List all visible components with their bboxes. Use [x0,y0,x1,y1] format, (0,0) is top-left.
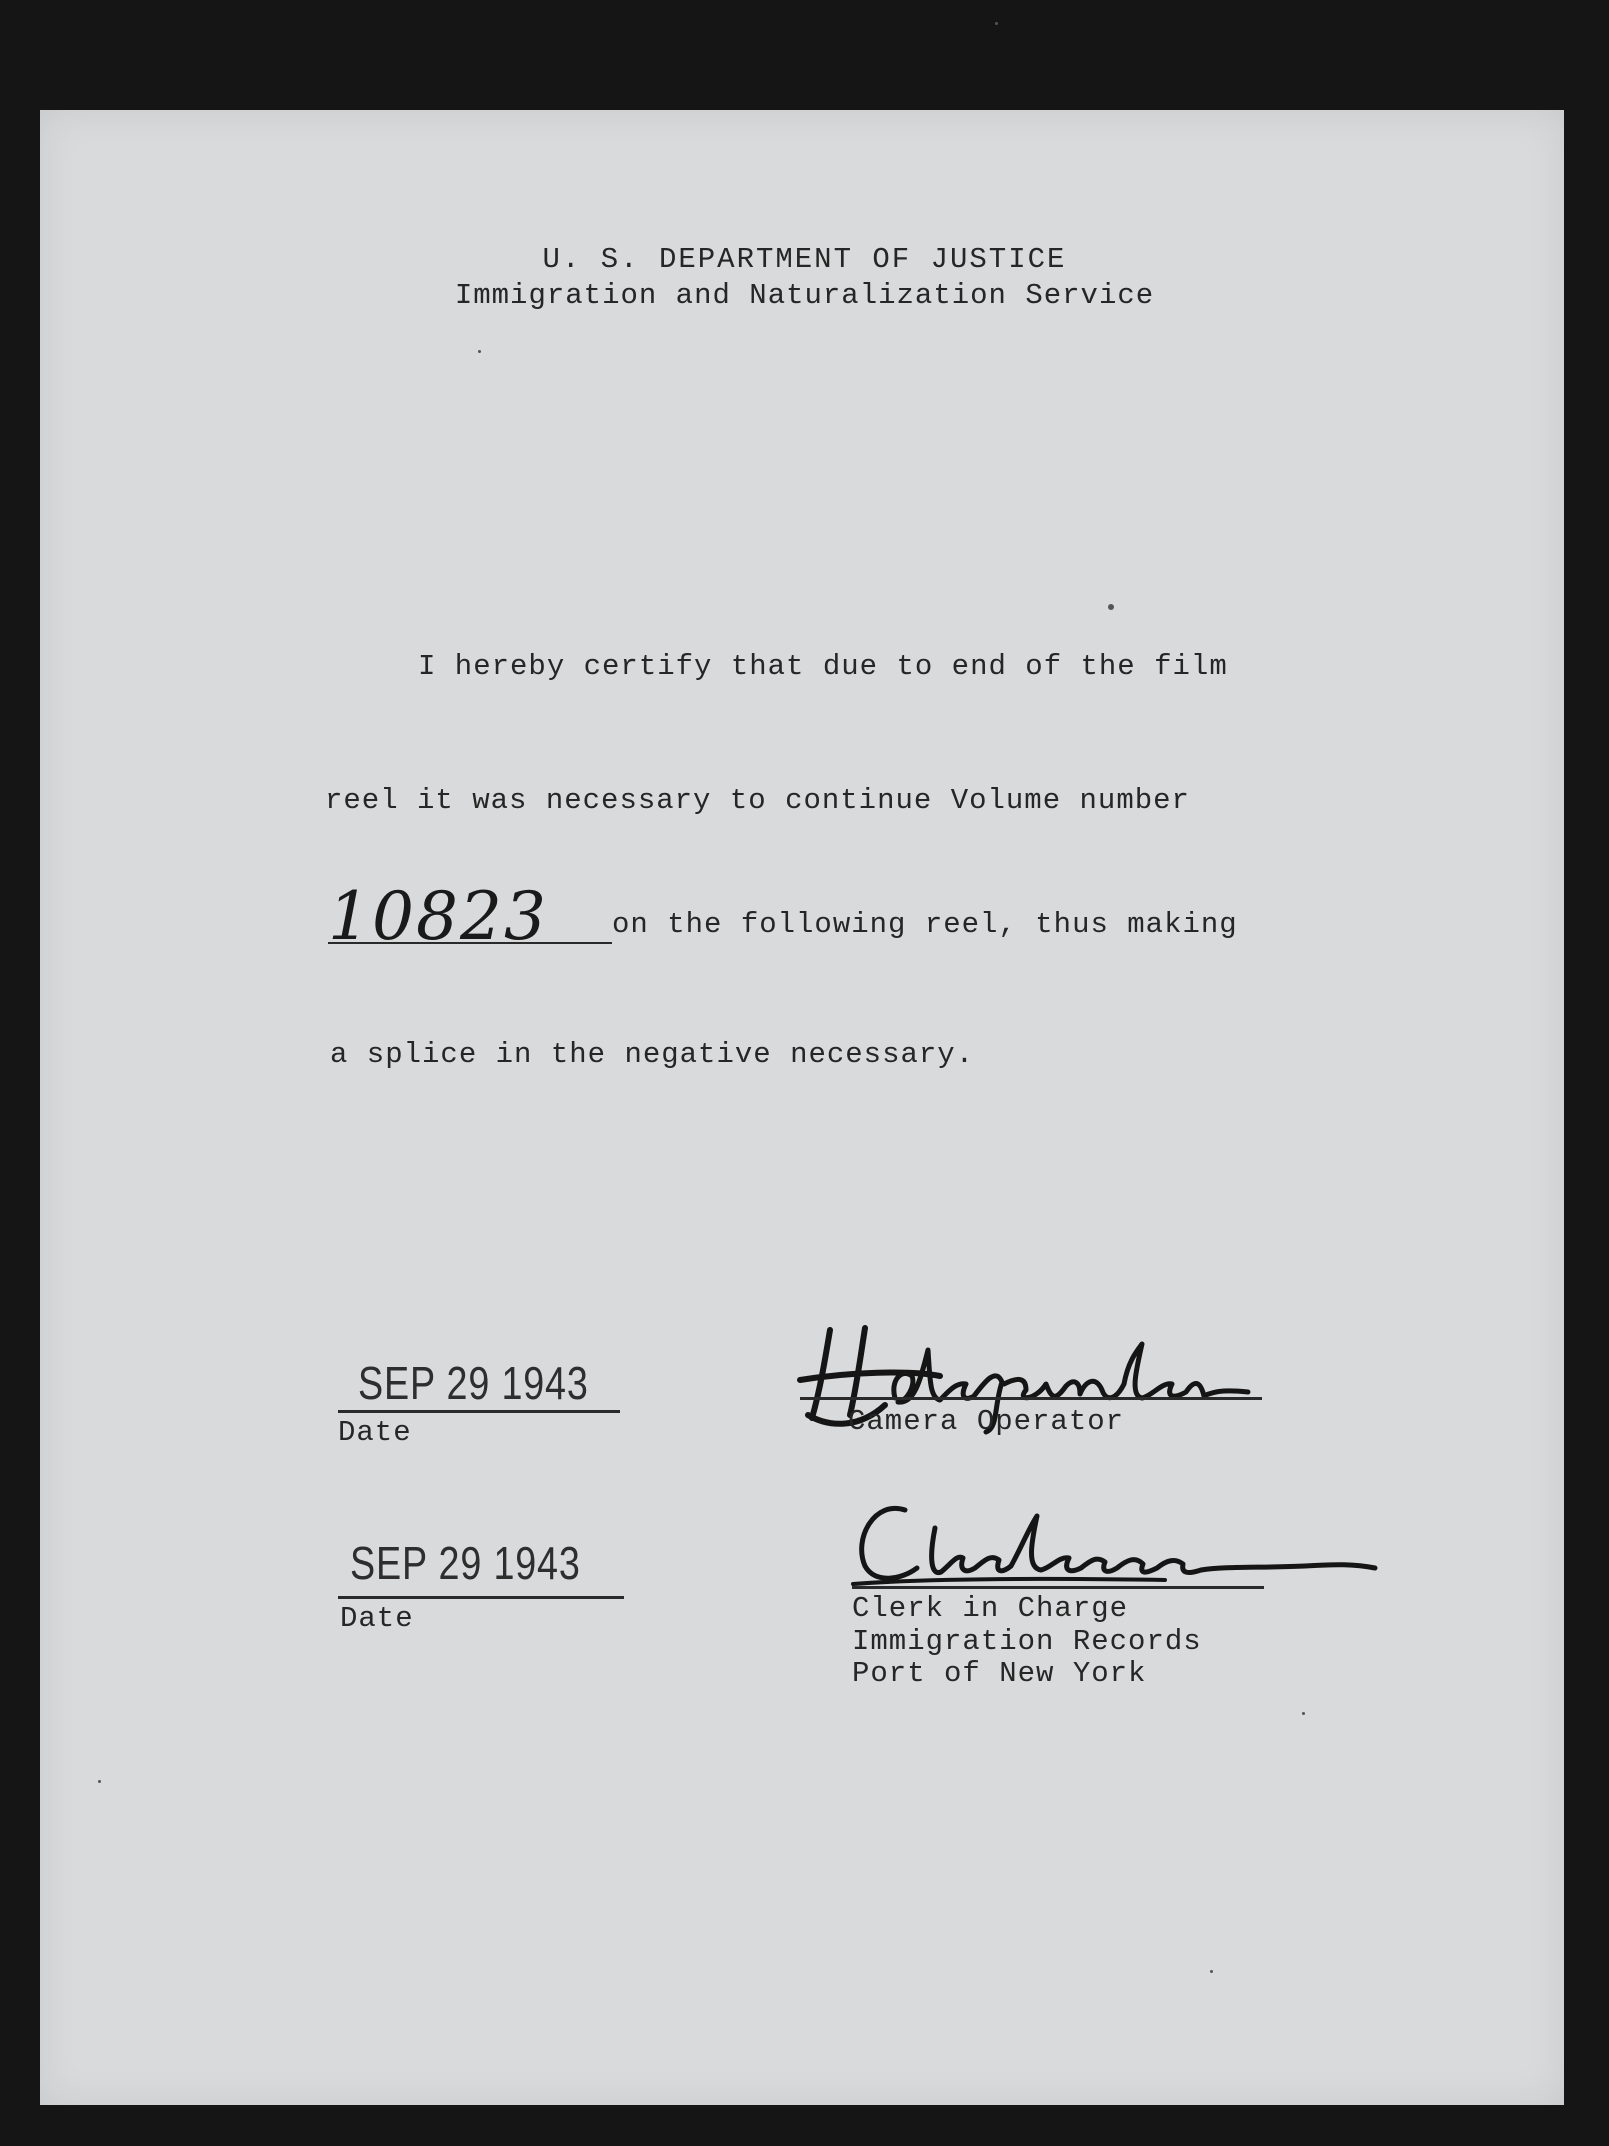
scan-speck [478,350,481,353]
service-heading: Immigration and Naturalization Service [454,279,1155,312]
date-2-label: Date [340,1602,414,1635]
date-stamp-1: SEP 29 1943 [358,1357,589,1409]
scan-speck [1302,1712,1305,1715]
date-1-label: Date [338,1416,412,1449]
clerk-title-line-3: Port of New York [852,1657,1147,1690]
certification-line-1: I hereby certify that due to end of the film [418,650,1228,683]
date-2-line [338,1596,624,1599]
clerk-title-line-2: Immigration Records [852,1625,1202,1658]
scan-speck [98,1780,101,1783]
department-heading: U. S. DEPARTMENT OF JUSTICE [542,243,1067,276]
document-page [40,110,1564,2105]
certification-line-2: reel it was necessary to continue Volume number [325,784,1190,817]
certification-line-4: a splice in the negative necessary. [330,1038,975,1071]
volume-number-underline [328,942,612,944]
camera-operator-line [800,1397,1262,1400]
scan-speck [1210,1970,1213,1973]
scan-speck [1108,604,1114,610]
clerk-signature [845,1488,1385,1600]
camera-operator-label: Camera Operator [848,1405,1125,1438]
scan-speck [995,22,998,25]
date-stamp-2: SEP 29 1943 [350,1537,581,1589]
volume-number-handwritten: 10823 [328,878,548,955]
clerk-signature-line [852,1586,1264,1589]
date-1-line [338,1410,620,1413]
certification-line-3: on the following reel, thus making [612,908,1238,941]
clerk-title-line-1: Clerk in Charge [852,1592,1129,1625]
